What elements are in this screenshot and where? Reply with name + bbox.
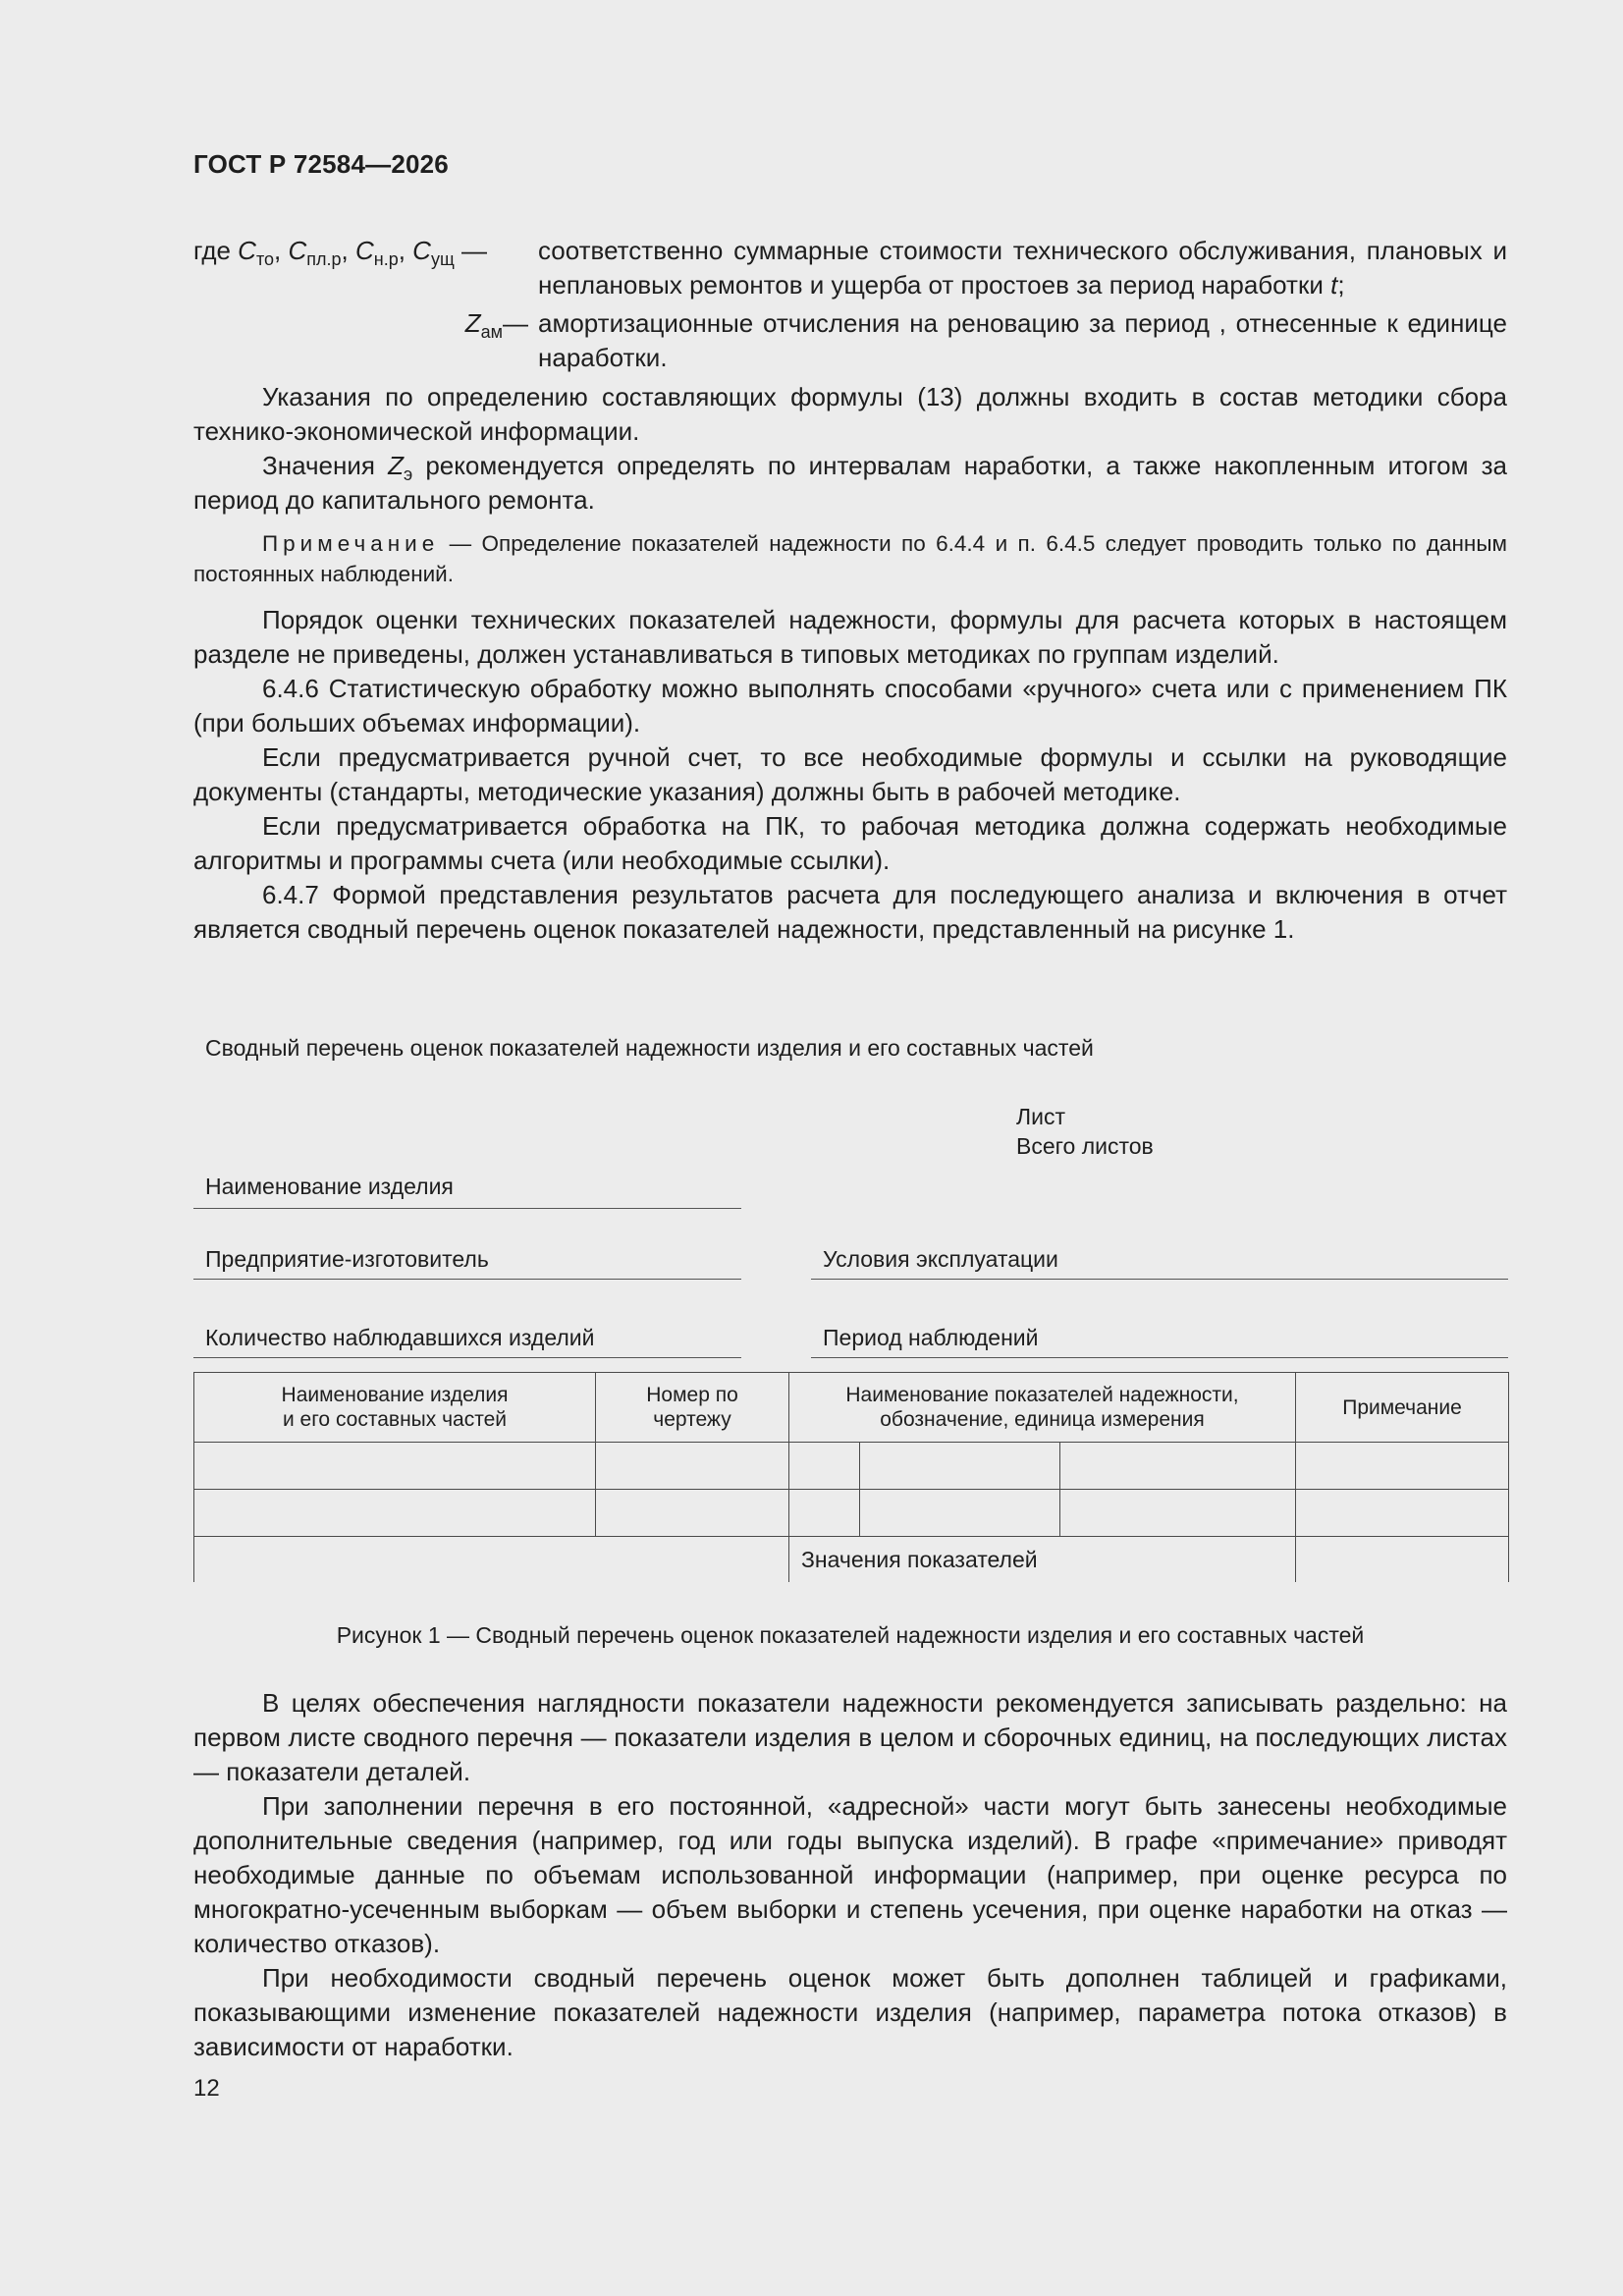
values-label: Значения показателей xyxy=(789,1537,1296,1583)
definition-term xyxy=(193,306,538,375)
paragraph: Указания по определению составляющих формулы (13) должны входить в состав методики сбора технико-экономической информации. xyxy=(193,382,1507,446)
definition-description xyxy=(538,234,1507,302)
header-product-name xyxy=(194,1373,596,1443)
paragraph xyxy=(193,449,1507,518)
table-cell xyxy=(1296,1443,1509,1490)
definition-end: ; xyxy=(1337,270,1345,300)
table-cell xyxy=(194,1537,789,1583)
header-drawing-number xyxy=(596,1373,789,1443)
where-prefix: где xyxy=(193,236,239,265)
observed-count-label: Количество наблюдавшихся изделий xyxy=(205,1325,595,1350)
table-cell xyxy=(194,1443,596,1490)
header-text: Наименование изделия xyxy=(281,1384,509,1406)
product-name-label: Наименование изделия xyxy=(205,1174,454,1199)
table-cell xyxy=(1060,1490,1296,1537)
table-cell xyxy=(596,1490,789,1537)
definition-amortization xyxy=(193,306,1507,375)
header-text: обозначение, единица измерения xyxy=(880,1408,1205,1431)
manufacturer-label: Предприятие-изготовитель xyxy=(205,1246,489,1272)
period-label: Период наблюдений xyxy=(823,1325,1039,1350)
var-subscript: ам xyxy=(480,322,503,342)
var-symbol: C xyxy=(288,236,307,265)
var-subscript: э xyxy=(403,465,413,484)
var-symbol: Z xyxy=(464,308,481,338)
var-symbol: C xyxy=(238,236,256,265)
period-line xyxy=(811,1357,1508,1358)
var-symbol: C xyxy=(354,236,374,265)
header-text: чертежу xyxy=(653,1408,731,1431)
table-cell xyxy=(789,1490,860,1537)
total-sheets-label: Всего листов xyxy=(1016,1133,1154,1159)
header-text: Наименование показателей надежности, xyxy=(845,1384,1239,1406)
body-text-top xyxy=(193,234,1507,947)
paragraph: В целях обеспечения наглядности показатели надежности рекомендуется записывать раздельно: на первом листе сводного перечня — показатели изделия в целом и сборочных единиц, на последующих листах — показатели деталей. xyxy=(193,1688,1507,1786)
text-fragment: рекомендуется определять по интервалам наработки, а также накопленным итогом за период до капитального ремонта. xyxy=(193,451,1507,515)
var-symbol: C xyxy=(412,236,431,265)
header-indicators xyxy=(789,1373,1296,1443)
table-cell xyxy=(596,1443,789,1490)
paragraph: 6.4.6 Статистическую обработку можно выполнять способами «ручного» счета или с применением ПК (при больших объемах информации). xyxy=(193,674,1507,738)
table-cell xyxy=(194,1490,596,1537)
paragraph: Порядок оценки технических показателей надежности, формулы для расчета которых в настоящем разделе не приведены, должен устанавливаться в типовых методиках по группам изделий. xyxy=(193,605,1507,669)
var-subscript: пл.р xyxy=(306,249,342,269)
paragraph: 6.4.7 Формой представления результатов расчета для последующего анализа и включения в отчет является сводный перечень оценок показателей надежности, представленный на рисунке 1. xyxy=(193,880,1507,944)
definition-cost-terms xyxy=(193,234,1507,302)
definitions-list xyxy=(193,234,1507,375)
note-label: Примечание xyxy=(262,531,440,556)
page-number: 12 xyxy=(193,2075,220,2102)
table-header-row xyxy=(194,1373,1509,1443)
note-text: — Определение показателей надежности по 6.4.4 и п. 6.4.5 следует проводить только по данным постоянных наблюдений. xyxy=(193,531,1507,586)
definition-description: амортизационные отчисления на реновацию за период , отнесенные к единице наработки. xyxy=(538,308,1507,372)
header-text: и его составных частей xyxy=(282,1408,508,1431)
var-subscript: ущ xyxy=(430,249,455,269)
body-text-bottom xyxy=(193,1686,1507,2064)
paragraph: Если предусматривается обработка на ПК, то рабочая методика должна содержать необходимые алгоритмы и программы счета (или необходимые ссылки). xyxy=(193,811,1507,875)
conditions-label: Условия эксплуатации xyxy=(823,1246,1058,1272)
var-separator: , xyxy=(398,236,413,265)
var-separator: , xyxy=(274,236,289,265)
summary-table xyxy=(193,1372,1509,1582)
definition-dash: — xyxy=(454,236,487,265)
var-separator: , xyxy=(341,236,355,265)
figure-caption: Рисунок 1 — Сводный перечень оценок показателей надежности изделия и его составных частей xyxy=(336,1622,1365,1648)
manufacturer-line xyxy=(193,1279,741,1280)
var-subscript: то xyxy=(255,249,275,269)
definition-dash: — xyxy=(503,308,528,338)
paragraph: При заполнении перечня в его постоянной, «адресной» части могут быть занесены необходимые дополнительные сведения (например, год или годы выпуска изделий). В графе «примечание» приводят необходимые данные по объемам использованной информации (например, при оценке ресурса по многократно-усеченным выборкам — объем выборки и степень усечения, при оценке наработки на отказ — количество отказов). xyxy=(193,1791,1507,1958)
conditions-line xyxy=(811,1279,1508,1280)
table-cell xyxy=(860,1443,1060,1490)
paragraph: При необходимости сводный перечень оценок может быть дополнен таблицей и графиками, показывающими изменение показателей надежности изделия (например, параметра потока отказов) в зависимости от наработки. xyxy=(193,1963,1507,2061)
header-text: Номер по xyxy=(646,1384,738,1406)
definition-text: соответственно суммарные стоимости технического обслуживания, плановых и неплановых ремонтов и ущерба от простоев за период наработки xyxy=(538,236,1507,300)
text-fragment: Значения xyxy=(262,451,389,480)
definition-term xyxy=(193,234,538,302)
table-cell xyxy=(1296,1537,1509,1583)
table-cell xyxy=(1296,1490,1509,1537)
header-note: Примечание xyxy=(1296,1373,1509,1443)
table-row xyxy=(194,1443,1509,1490)
var-subscript: н.р xyxy=(373,249,399,269)
document-header: ГОСТ Р 72584—2026 xyxy=(193,149,449,179)
product-name-line xyxy=(193,1208,741,1209)
table-row xyxy=(194,1490,1509,1537)
paragraph: Если предусматривается ручной счет, то все необходимые формулы и ссылки на руководящие документы (стандарты, методические указания) должны быть в рабочей методике. xyxy=(193,742,1507,806)
table-cell xyxy=(1060,1443,1296,1490)
sheet-label: Лист xyxy=(1016,1104,1065,1129)
observed-count-line xyxy=(193,1357,741,1358)
form-title: Сводный перечень оценок показателей надежности изделия и его составных частей xyxy=(205,1035,1094,1061)
table-cell xyxy=(860,1490,1060,1537)
values-row xyxy=(194,1537,1509,1583)
var-symbol: Z xyxy=(388,451,404,480)
var-symbol: t xyxy=(1330,270,1338,300)
note-paragraph xyxy=(193,528,1507,589)
table-cell xyxy=(789,1443,860,1490)
